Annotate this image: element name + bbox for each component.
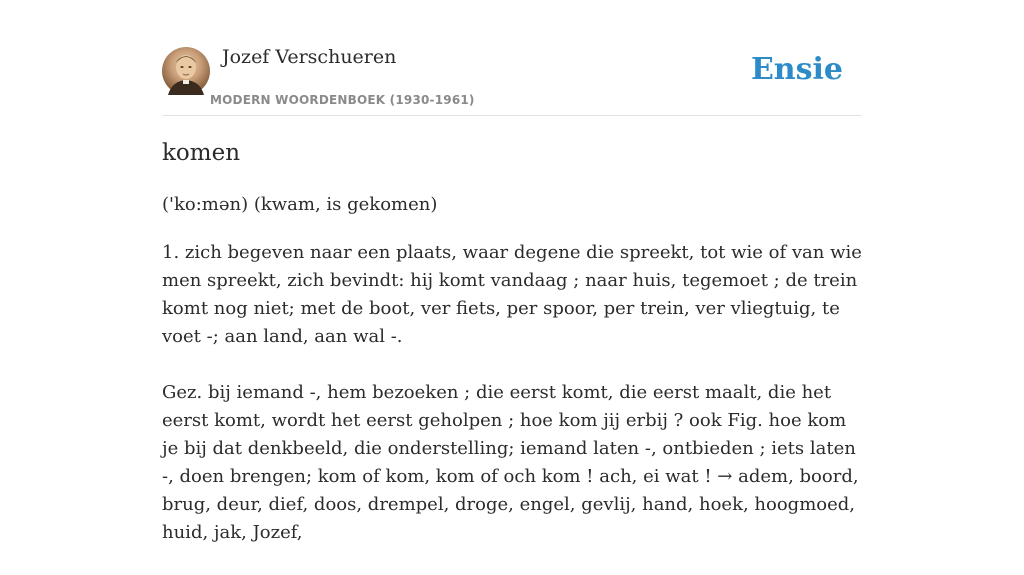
entry-definition	[162, 239, 862, 575]
author-avatar[interactable]	[162, 47, 210, 95]
entry-card	[162, 0, 862, 543]
entry-headword: komen	[162, 140, 241, 166]
author-name[interactable]: Jozef Verschueren	[222, 46, 397, 68]
dictionary-source[interactable]: MODERN WOORDENBOEK (1930-1961)	[210, 93, 475, 107]
definition-paragraph: Gez. bij iemand -, hem bezoeken ; die eerst komt, die eerst maalt, die het eerst komt, wordt het eerst geholpen ; hoe kom jij erbij ? ook Fig. hoe kom je bij dat denkbeeld, die onderstelling; iemand laten -, ontbieden ; iets laten -, doen brengen; kom of kom, kom of och kom ! ach, ei wat ! → adem, boord, brug, deur, dief, doos, drempel, droge, engel, gevlij, hand, hoek, hoogmoed, huid, jak, Jozef,	[162, 382, 859, 543]
header-divider	[162, 115, 862, 116]
entry-header	[162, 0, 862, 116]
ensie-logo[interactable]: Ensie	[750, 52, 843, 87]
portrait-icon	[162, 47, 210, 95]
entry-pronunciation: ('ko:mən) (kwam, is gekomen)	[162, 194, 438, 215]
definition-paragraph: 1. zich begeven naar een plaats, waar degene die spreekt, tot wie of van wie men spreekt, zich bevindt: hij komt vandaag ; naar huis, tegemoet ; de trein komt nog niet; met de boot, ver fiets, per spoor, per trein, ver vliegtuig, te voet -; aan land, aan wal -.	[162, 242, 862, 347]
